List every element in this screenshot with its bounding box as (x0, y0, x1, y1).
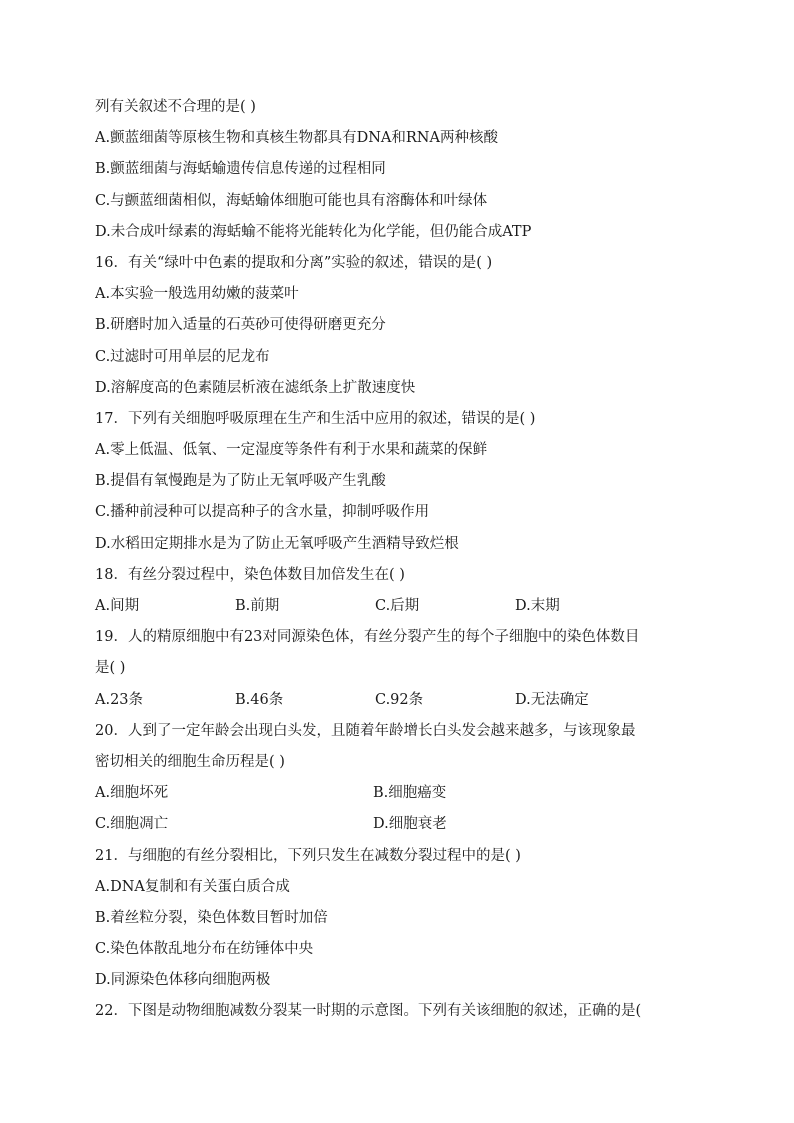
question-21-stem: 21．与细胞的有丝分裂相比，下列只发生在减数分裂过程中的是( ) (95, 847, 521, 864)
question-15-option-c: C.与颤蓝细菌相似，海蛞蝓体细胞可能也具有溶酶体和叶绿体 (95, 192, 488, 209)
question-15-stem-tail: 列有关叙述不合理的是( ) (95, 99, 256, 115)
question-17-option-a: A.零上低温、低氧、一定湿度等条件有利于水果和蔬菜的保鲜 (95, 442, 488, 459)
question-20-options-row-1 (95, 778, 705, 809)
question-20-stem-line-1: 20．人到了一定年龄会出现白头发，且随着年龄增长白头发会越来越多，与该现象最 (95, 722, 636, 739)
question-21-option-c: C.染色体散乱地分布在纺锤体中央 (95, 941, 314, 958)
question-20-options-row-2 (95, 809, 705, 840)
question-18-stem: 18．有丝分裂过程中，染色体数目加倍发生在( ) (95, 566, 405, 583)
question-21-option-b: B.着丝粒分裂，染色体数目暂时加倍 (95, 909, 328, 926)
exam-page (95, 92, 705, 1028)
question-19-stem-line-2: 是( ) (95, 660, 126, 677)
question-18-option-d: D.末期 (515, 598, 560, 614)
question-15-option-b: B.颤蓝细菌与海蛞蝓遗传信息传递的过程相同 (95, 161, 386, 178)
question-17-option-d: D.水稻田定期排水是为了防止无氧呼吸产生酒精导致烂根 (95, 535, 459, 552)
question-17-option-c: C.播种前浸种可以提高种子的含水量，抑制呼吸作用 (95, 504, 430, 521)
question-18-option-c: C.后期 (375, 598, 420, 614)
question-20-option-c: C.细胞凋亡 (95, 816, 169, 833)
question-15-option-d: D.未合成叶绿素的海蛞蝓不能将光能转化为化学能，但仍能合成ATP (95, 223, 532, 240)
question-21-option-d: D.同源染色体移向细胞两极 (95, 972, 271, 989)
question-19-option-c: C.92条 (375, 691, 424, 708)
question-16-option-b: B.研磨时加入适量的石英砂可使得研磨更充分 (95, 317, 386, 334)
question-20-option-b: B.细胞癌变 (373, 785, 447, 802)
question-19-option-a: A.23条 (95, 691, 144, 708)
question-20-option-a: A.细胞坏死 (95, 785, 169, 802)
question-20-stem-line-2: 密切相关的细胞生命历程是( ) (95, 753, 285, 770)
question-16-stem: 16．有关“绿叶中色素的提取和分离”实验的叙述，错误的是( ) (95, 254, 493, 271)
question-16-option-c: C.过滤时可用单层的尼龙布 (95, 348, 270, 365)
question-22-stem: 22．下图是动物细胞减数分裂某一时期的示意图。下列有关该细胞的叙述，正确的是( (95, 1003, 642, 1020)
question-16-option-a: A.本实验一般选用幼嫩的菠菜叶 (95, 286, 299, 303)
question-19-option-b: B.46条 (235, 691, 284, 708)
question-21-option-a: A.DNA复制和有关蛋白质合成 (95, 878, 290, 895)
question-17-stem: 17．下列有关细胞呼吸原理在生产和生活中应用的叙述，错误的是( ) (95, 410, 536, 427)
question-20-option-d: D.细胞衰老 (373, 816, 447, 833)
question-18-option-b: B.前期 (235, 598, 280, 614)
question-18-option-a: A.间期 (95, 598, 140, 614)
question-19-stem-line-1: 19．人的精原细胞中有23对同源染色体，有丝分裂产生的每个子细胞中的染色体数目 (95, 629, 640, 646)
question-16-option-d: D.溶解度高的色素随层析液在滤纸条上扩散速度快 (95, 379, 416, 396)
question-18-options (95, 591, 705, 622)
question-19-options (95, 685, 705, 716)
question-17-option-b: B.提倡有氧慢跑是为了防止无氧呼吸产生乳酸 (95, 473, 386, 490)
question-15-option-a: A.颤蓝细菌等原核生物和真核生物都具有DNA和RNA两种核酸 (95, 130, 498, 147)
question-19-option-d: D.无法确定 (515, 691, 589, 708)
